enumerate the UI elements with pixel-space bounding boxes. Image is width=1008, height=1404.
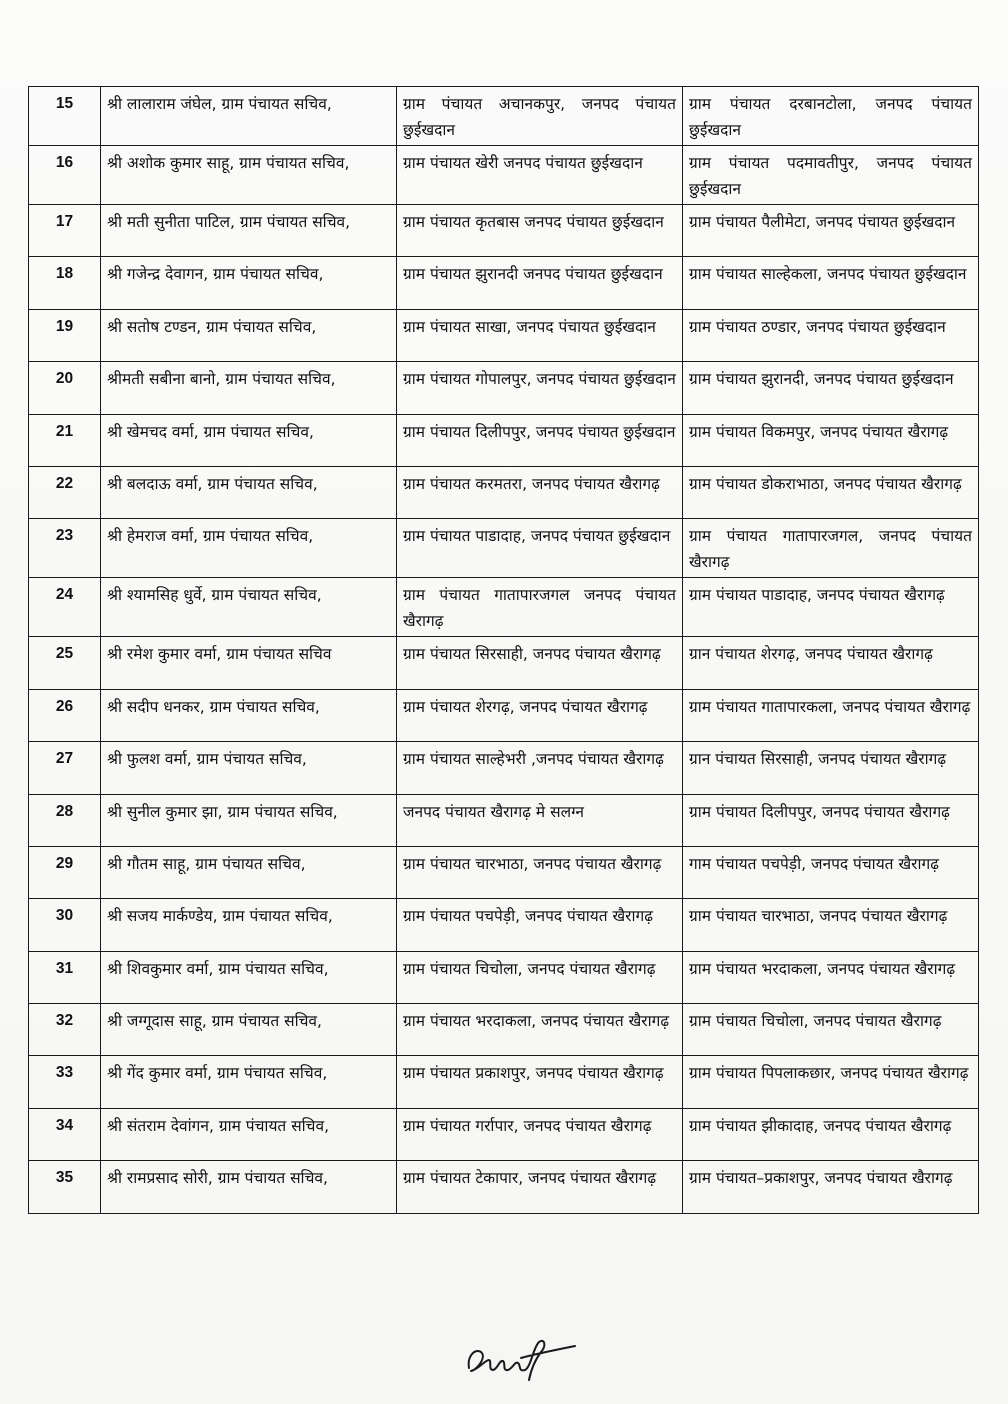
new-posting-cell: ग्राम पंचायत पैलीमेटा, जनपद पंचायत छुईखदान [683, 205, 979, 257]
new-posting-cell: ग्राम पंचायत झीकादाह, जनपद पंचायत खैरागढ़ [683, 1108, 979, 1160]
employee-name-cell: श्री सदीप धनकर, ग्राम पंचायत सचिव, [101, 689, 397, 741]
serial-number-cell: 15 [29, 87, 101, 146]
table-row [29, 205, 979, 257]
new-posting-cell: ग्राम पंचायत पाडादाह, जनपद पंचायत खैरागढ़ [683, 578, 979, 637]
table-row [29, 309, 979, 361]
serial-number-cell: 29 [29, 846, 101, 898]
serial-number-cell: 33 [29, 1056, 101, 1108]
serial-number-cell: 27 [29, 742, 101, 794]
employee-name-cell: श्री खेमचद वर्मा, ग्राम पंचायत सचिव, [101, 414, 397, 466]
serial-number-cell: 26 [29, 689, 101, 741]
current-posting-cell: ग्राम पंचायत साखा, जनपद पंचायत छुईखदान [397, 309, 683, 361]
employee-name-cell: श्री सुनील कुमार झा, ग्राम पंचायत सचिव, [101, 794, 397, 846]
serial-number-cell: 25 [29, 637, 101, 689]
table-body [29, 87, 979, 1214]
serial-number-cell: 32 [29, 1004, 101, 1056]
current-posting-cell: ग्राम पंचायत झुरानदी जनपद पंचायत छुईखदान [397, 257, 683, 309]
serial-number-cell: 17 [29, 205, 101, 257]
current-posting-cell: ग्राम पंचायत पाडादाह, जनपद पंचायत छुईखदान [397, 519, 683, 578]
new-posting-cell: ग्राम पंचायत दिलीपपुर, जनपद पंचायत खैरागढ़ [683, 794, 979, 846]
new-posting-cell: ग्राम पंचायत–प्रकाशपुर, जनपद पंचायत खैरागढ़ [683, 1161, 979, 1213]
serial-number-cell: 20 [29, 362, 101, 414]
employee-name-cell: श्री मती सुनीता पाटिल, ग्राम पंचायत सचिव, [101, 205, 397, 257]
current-posting-cell: ग्राम पंचायत पचपेड़ी, जनपद पंचायत खैरागढ़ [397, 899, 683, 951]
table-row [29, 1056, 979, 1108]
new-posting-cell: ग्राम पंचायत डोकराभाठा, जनपद पंचायत खैरागढ़ [683, 466, 979, 518]
new-posting-cell: ग्राम पंचायत पिपलाकछार, जनपद पंचायत खैरागढ़ [683, 1056, 979, 1108]
table-row [29, 794, 979, 846]
table-row [29, 466, 979, 518]
current-posting-cell: ग्राम पंचायत भरदाकला, जनपद पंचायत खैरागढ़ [397, 1004, 683, 1056]
table-row [29, 951, 979, 1003]
current-posting-cell: ग्राम पंचायत दिलीपपुर, जनपद पंचायत छुईखदान [397, 414, 683, 466]
new-posting-cell: ग्रान पंचायत सिरसाही, जनपद पंचायत खैरागढ़ [683, 742, 979, 794]
table-row [29, 742, 979, 794]
serial-number-cell: 18 [29, 257, 101, 309]
current-posting-cell: ग्राम पंचायत चारभाठा, जनपद पंचायत खैरागढ़ [397, 846, 683, 898]
current-posting-cell: ग्राम पंचायत शेरगढ़, जनपद पंचायत खैरागढ़ [397, 689, 683, 741]
employee-name-cell: श्री सतोष टण्डन, ग्राम पंचायत सचिव, [101, 309, 397, 361]
serial-number-cell: 19 [29, 309, 101, 361]
employee-name-cell: श्री हेमराज वर्मा, ग्राम पंचायत सचिव, [101, 519, 397, 578]
serial-number-cell: 30 [29, 899, 101, 951]
table-row [29, 362, 979, 414]
employee-name-cell: श्रीमती सबीना बानो, ग्राम पंचायत सचिव, [101, 362, 397, 414]
employee-name-cell: श्री शिवकुमार वर्मा, ग्राम पंचायत सचिव, [101, 951, 397, 1003]
new-posting-cell: ग्राम पंचायत विकमपुर, जनपद पंचायत खैरागढ़ [683, 414, 979, 466]
table-row [29, 146, 979, 205]
employee-name-cell: श्री रामप्रसाद सोरी, ग्राम पंचायत सचिव, [101, 1161, 397, 1213]
table-row [29, 1004, 979, 1056]
new-posting-cell: ग्राम पंचायत भरदाकला, जनपद पंचायत खैरागढ़ [683, 951, 979, 1003]
serial-number-cell: 21 [29, 414, 101, 466]
new-posting-cell: ग्राम पंचायत दरबानटोला, जनपद पंचायत छुईखदान [683, 87, 979, 146]
employee-name-cell: श्री गेंद कुमार वर्मा, ग्राम पंचायत सचिव, [101, 1056, 397, 1108]
current-posting-cell: ग्राम पंचायत खेरी जनपद पंचायत छुईखदान [397, 146, 683, 205]
employee-name-cell: श्री रमेश कुमार वर्मा, ग्राम पंचायत सचिव [101, 637, 397, 689]
table-row [29, 257, 979, 309]
serial-number-cell: 31 [29, 951, 101, 1003]
new-posting-cell: ग्राम पंचायत गातापारजगल, जनपद पंचायत खैरागढ़ [683, 519, 979, 578]
table-row [29, 414, 979, 466]
current-posting-cell: ग्राम पंचायत करमतरा, जनपद पंचायत खैरागढ़ [397, 466, 683, 518]
employee-name-cell: श्री गौतम साहू, ग्राम पंचायत सचिव, [101, 846, 397, 898]
serial-number-cell: 24 [29, 578, 101, 637]
new-posting-cell: ग्राम पंचायत पदमावतीपुर, जनपद पंचायत छुईखदान [683, 146, 979, 205]
new-posting-cell: गाम पंचायत पचपेड़ी, जनपद पंचायत खैरागढ़ [683, 846, 979, 898]
new-posting-cell: ग्राम पंचायत चारभाठा, जनपद पंचायत खैरागढ़ [683, 899, 979, 951]
new-posting-cell: ग्राम पंचायत गातापारकला, जनपद पंचायत खैरागढ़ [683, 689, 979, 741]
current-posting-cell: ग्राम पंचायत गातापारजगल जनपद पंचायत खैरागढ़ [397, 578, 683, 637]
transfer-table [28, 86, 979, 1214]
serial-number-cell: 23 [29, 519, 101, 578]
employee-name-cell: श्री बलदाऊ वर्मा, ग्राम पंचायत सचिव, [101, 466, 397, 518]
new-posting-cell: ग्राम पंचायत ठण्डार, जनपद पंचायत छुईखदान [683, 309, 979, 361]
current-posting-cell: ग्राम पंचायत प्रकाशपुर, जनपद पंचायत खैरागढ़ [397, 1056, 683, 1108]
table-row [29, 899, 979, 951]
current-posting-cell: ग्राम पंचायत टेकापार, जनपद पंचायत खैरागढ़ [397, 1161, 683, 1213]
table-row [29, 689, 979, 741]
employee-name-cell: श्री गजेन्द्र देवागन, ग्राम पंचायत सचिव, [101, 257, 397, 309]
table-row [29, 87, 979, 146]
current-posting-cell: ग्राम पंचायत चिचोला, जनपद पंचायत खैरागढ़ [397, 951, 683, 1003]
current-posting-cell: ग्राम पंचायत अचानकपुर, जनपद पंचायत छुईखदान [397, 87, 683, 146]
current-posting-cell: ग्राम पंचायत गोपालपुर, जनपद पंचायत छुईखदान [397, 362, 683, 414]
serial-number-cell: 28 [29, 794, 101, 846]
new-posting-cell: ग्रान पंचायत शेरगढ़, जनपद पंचायत खैरागढ़ [683, 637, 979, 689]
employee-name-cell: श्री संतराम देवांगन, ग्राम पंचायत सचिव, [101, 1108, 397, 1160]
table-row [29, 637, 979, 689]
table-row [29, 846, 979, 898]
employee-name-cell: श्री सजय मार्कण्डेय, ग्राम पंचायत सचिव, [101, 899, 397, 951]
current-posting-cell: जनपद पंचायत खैरागढ़ मे सलग्न [397, 794, 683, 846]
employee-name-cell: श्री जग्गूदास साहू, ग्राम पंचायत सचिव, [101, 1004, 397, 1056]
table-row [29, 1161, 979, 1213]
serial-number-cell: 35 [29, 1161, 101, 1213]
employee-name-cell: श्री श्यामसिह धुर्वे, ग्राम पंचायत सचिव, [101, 578, 397, 637]
current-posting-cell: ग्राम पंचायत सिरसाही, जनपद पंचायत खैरागढ़ [397, 637, 683, 689]
employee-name-cell: श्री फुलश वर्मा, ग्राम पंचायत सचिव, [101, 742, 397, 794]
serial-number-cell: 22 [29, 466, 101, 518]
employee-name-cell: श्री अशोक कुमार साहू, ग्राम पंचायत सचिव, [101, 146, 397, 205]
serial-number-cell: 16 [29, 146, 101, 205]
new-posting-cell: ग्राम पंचायत झुरानदी, जनपद पंचायत छुईखदान [683, 362, 979, 414]
table-row [29, 519, 979, 578]
current-posting-cell: ग्राम पंचायत गर्रापार, जनपद पंचायत खैरागढ़ [397, 1108, 683, 1160]
table-row [29, 578, 979, 637]
serial-number-cell: 34 [29, 1108, 101, 1160]
current-posting-cell: ग्राम पंचायत साल्हेभरी ,जनपद पंचायत खैरागढ़ [397, 742, 683, 794]
employee-name-cell: श्री लालाराम जंघेल, ग्राम पंचायत सचिव, [101, 87, 397, 146]
new-posting-cell: ग्राम पंचायत चिचोला, जनपद पंचायत खैरागढ़ [683, 1004, 979, 1056]
table-row [29, 1108, 979, 1160]
new-posting-cell: ग्राम पंचायत साल्हेकला, जनपद पंचायत छुईखदान [683, 257, 979, 309]
signature-icon [455, 1330, 585, 1390]
current-posting-cell: ग्राम पंचायत कृतबास जनपद पंचायत छुईखदान [397, 205, 683, 257]
